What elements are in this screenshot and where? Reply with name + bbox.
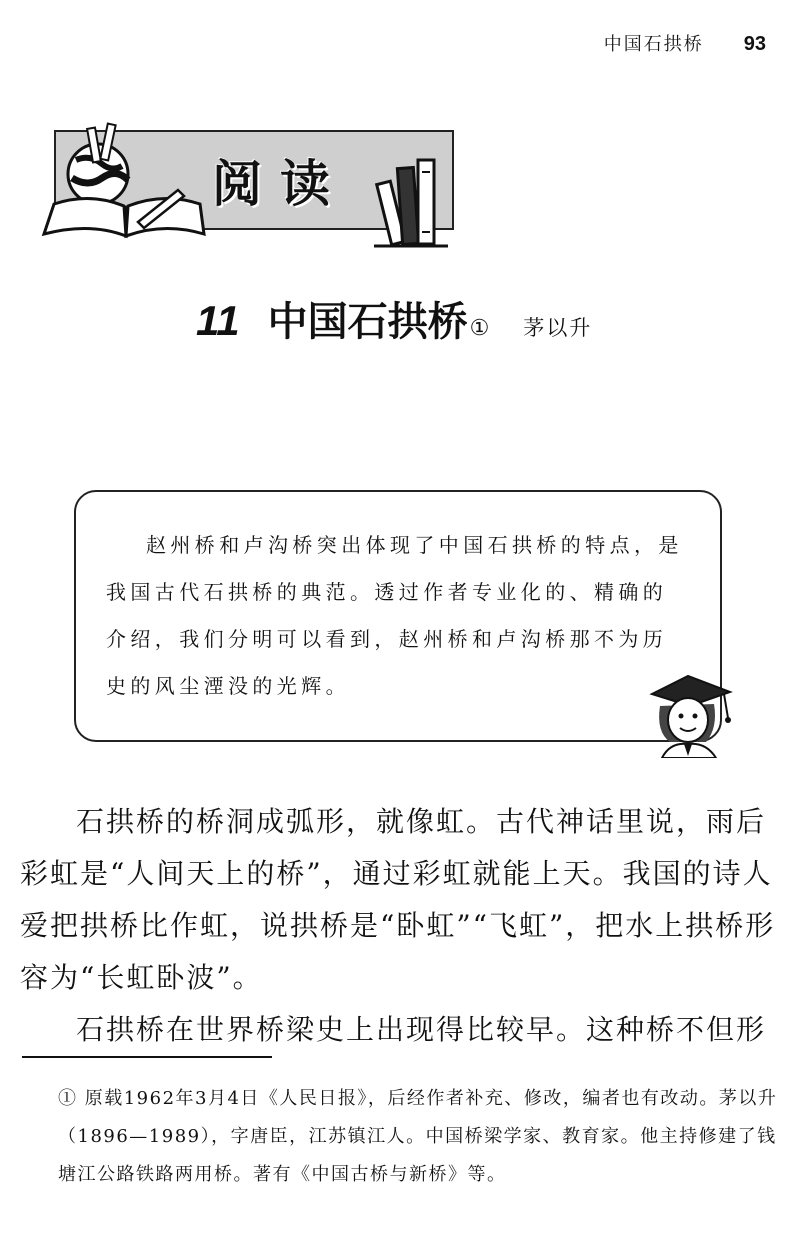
body-paragraph: 石拱桥的桥洞成弧形，就像虹。古代神话里说，雨后彩虹是“人间天上的桥”，通过彩虹就能上天。我国的诗人爱把拱桥比作虹，说拱桥是“卧虹”“飞虹”，把水上拱桥形容为“长虹卧波”。 — [20, 805, 776, 994]
footnote: ① 原载1962年3月4日《人民日报》，后经作者补充、修改，编者也有改动。茅以升（1896—1989），字唐臣，江苏镇江人。中国桥梁学家、教育家。他主持修建了钱塘江公路铁路两用桥。著有《中国古桥与新桥》等。 — [58, 1088, 778, 1185]
teacher-illustration-icon — [640, 672, 736, 758]
running-title: 中国石拱桥 — [603, 34, 704, 55]
footnote-mark: ① — [469, 316, 490, 341]
intro-text: 赵州桥和卢沟桥突出体现了中国石拱桥的特点，是我国古代石拱桥的典范。透过作者专业化的、精确的介绍，我们分明可以看到，赵州桥和卢沟桥那不为历史的风尘湮没的光辉。 — [106, 533, 683, 698]
running-header — [604, 30, 766, 56]
lesson-number: 11 — [196, 297, 240, 344]
banner-label: 阅读 — [212, 155, 348, 213]
book-globe-icon — [40, 112, 210, 242]
lesson-title — [196, 290, 592, 347]
intro-box — [74, 490, 722, 742]
footnote-rule — [22, 1056, 272, 1058]
reading-banner — [40, 112, 460, 242]
lesson-name: 中国石拱桥 — [267, 299, 468, 345]
books-icon — [372, 142, 452, 252]
page-number: 93 — [743, 33, 766, 55]
lesson-author: 茅以升 — [523, 316, 593, 340]
body-paragraph: 石拱桥在世界桥梁史上出现得比较早。这种桥不但形 — [76, 1013, 767, 1046]
body-text — [20, 796, 784, 1056]
